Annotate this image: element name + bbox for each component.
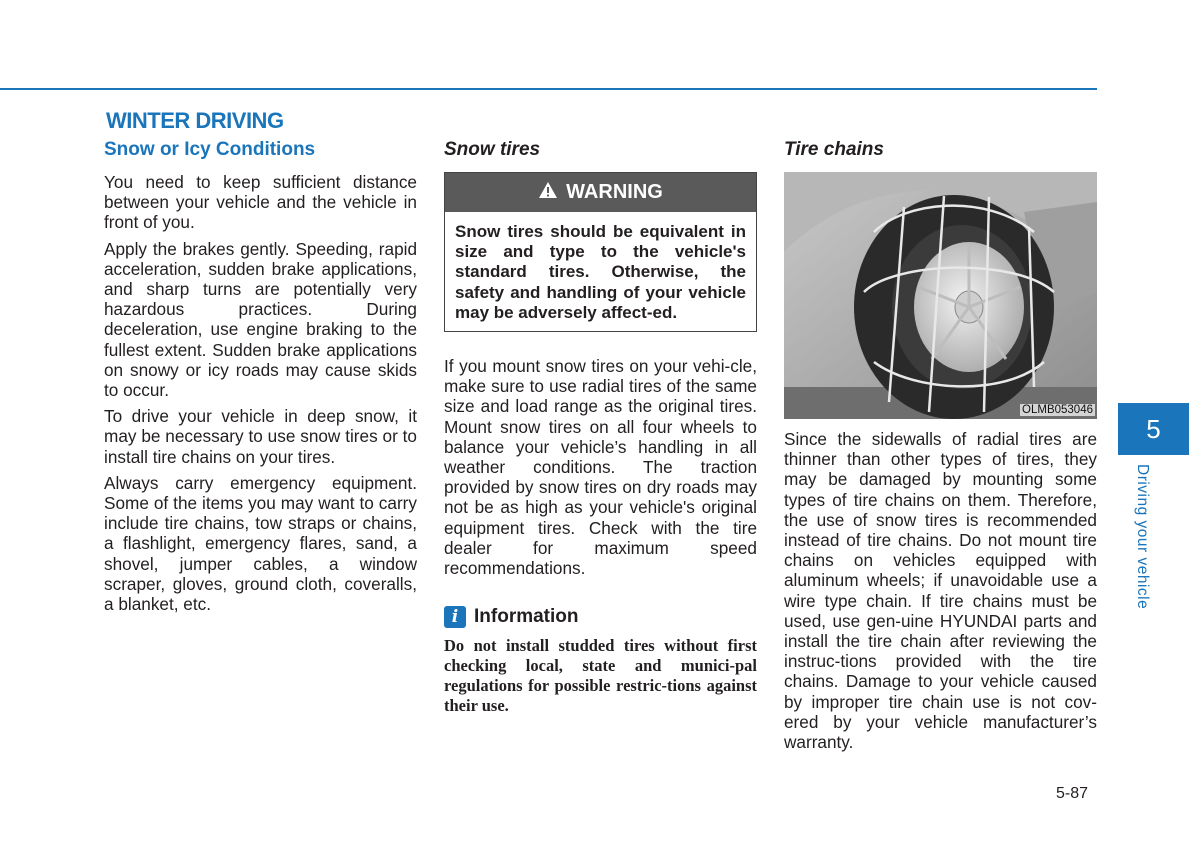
paragraph: If you mount snow tires on your vehi-cle, make sure to use radial tires of the same size and load range as the original tires. Mount snow tires on all four wheels to balance your vehicle’s handling in all weather conditions. The traction provided by snow tires on dry roads may not be as high as your vehicle's original equipment tires. Check with the tire dealer for maximum speed recommendations.: [444, 356, 757, 579]
chapter-number-tab: 5: [1118, 403, 1189, 455]
information-text: Do not install studded tires without first checking local, state and munici-pal regulations for possible restric-tions against their use.: [444, 636, 757, 716]
tire-chain-image: [784, 172, 1097, 419]
warning-title: WARNING: [566, 181, 663, 203]
heading-snow-icy: Snow or Icy Conditions: [104, 139, 316, 160]
paragraph: Since the sidewalls of radial tires are thinner than other types of tires, they may be damaged by mounting some types of tire chains on them. Therefore, the use of snow tires is recommended instead of tire chains. Do not mount tire chains on vehicles equipped with aluminum wheels; if unavoidable use a wire type chain. If tire chains must be used, use gen-uine HYUNDAI parts and install the tire chain after reviewing the instruc-tions provided with the tire chains. Damage to your vehicle caused by improper tire chain use is not cov-ered by your vehicle manufacturer’s warranty.: [784, 429, 1097, 753]
warning-text: Snow tires should be equivalent in size and type to the vehicle's standard tires. Otherwise, the safety and handling of your vehicle may be adversely affect-ed.: [455, 222, 746, 322]
warning-triangle-icon: [538, 181, 558, 205]
paragraph: Apply the brakes gently. Speeding, rapid acceleration, sudden brake applications, and sharp turns are potentially very hazardous practices. During deceleration, use engine braking to the fullest extent. Sudden brake applications on snowy or icy roads may cause skids to occur.: [104, 238, 417, 401]
column-snow-icy: [104, 138, 417, 620]
info-icon: i: [444, 606, 466, 628]
column-tire-chains: [784, 138, 1097, 758]
information-title: Information: [474, 606, 579, 628]
tire-chain-illustration: [784, 172, 1097, 419]
page-number: 5-87: [1056, 785, 1089, 802]
heading-snow-tires: Snow tires: [444, 139, 541, 160]
information-header: [444, 606, 757, 628]
top-rule: [0, 88, 1097, 90]
paragraph: You need to keep sufficient distance between your vehicle and the vehicle in front of you.: [104, 172, 417, 233]
paragraph: Always carry emergency equipment. Some of the items you may want to carry include tire chains, tow straps or chains, a flashlight, emergency flares, sand, a shovel, jumper cables, a window scraper, gloves, ground cloth, coveralls, a blanket, etc.: [104, 472, 417, 615]
chapter-label: Driving your vehicle: [1134, 464, 1151, 610]
warning-header: [445, 173, 756, 212]
paragraph: To drive your vehicle in deep snow, it may be necessary to use snow tires or to install tire chains on your tires.: [104, 406, 417, 467]
section-title: WINTER DRIVING: [106, 108, 284, 133]
heading-tire-chains: Tire chains: [784, 139, 884, 160]
image-code: OLMB053046: [1022, 404, 1093, 416]
warning-box: [444, 172, 757, 332]
column-snow-tires: [444, 138, 757, 716]
